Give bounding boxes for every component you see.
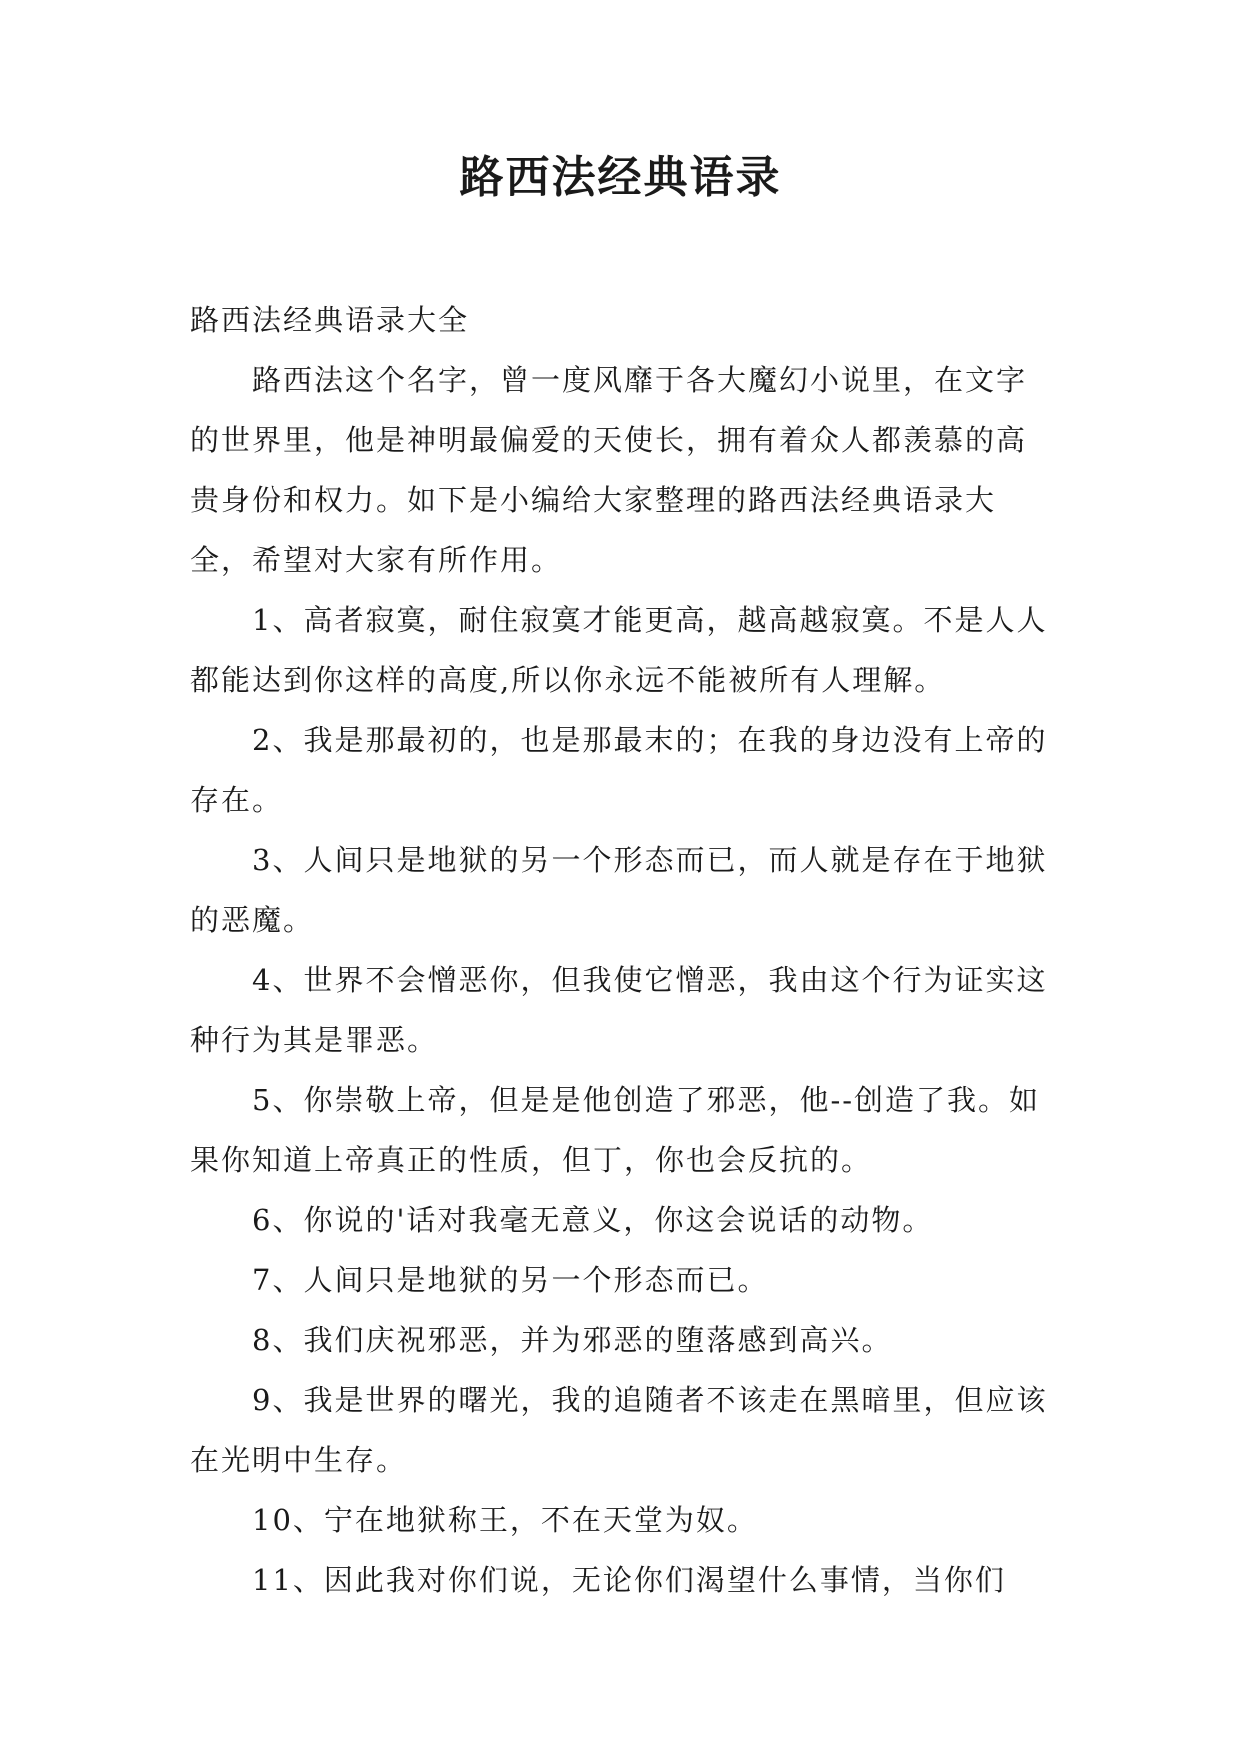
quote-paragraph: 10、宁在地狱称王，不在天堂为奴。 [252, 1503, 758, 1537]
quote-paragraph: 2、我是那最初的，也是那最末的；在我的身边没有上帝的存在。 [190, 723, 1048, 817]
quote-paragraph: 8、我们庆祝邪恶，并为邪恶的堕落感到高兴。 [252, 1323, 893, 1357]
quote-paragraph: 6、你说的'话对我毫无意义，你这会说话的动物。 [252, 1203, 934, 1237]
intro-paragraph: 路西法这个名字，曾一度风靡于各大魔幻小说里，在文字的世界里，他是神明最偏爱的天使长，拥有着众人都羡慕的高贵身份和权力。如下是小编给大家整理的路西法经典语录大全，希望对大家有所作用。 [190, 363, 1028, 577]
document-body [190, 290, 1050, 1610]
document-subtitle: 路西法经典语录大全 [190, 303, 470, 337]
quote-paragraph: 4、世界不会憎恶你，但我使它憎恶，我由这个行为证实这种行为其是罪恶。 [190, 963, 1048, 1057]
quote-paragraph: 11、因此我对你们说，无论你们渴望什么事情，当你们 [252, 1563, 1006, 1597]
document-title: 路西法经典语录 [459, 152, 782, 203]
quote-paragraph: 1、高者寂寞，耐住寂寞才能更高，越高越寂寞。不是人人都能达到你这样的高度,所以你永远不能被所有人理解。 [190, 603, 1048, 697]
quote-paragraph: 3、人间只是地狱的另一个形态而已，而人就是存在于地狱的恶魔。 [190, 843, 1048, 937]
quote-paragraph: 7、人间只是地狱的另一个形态而已。 [252, 1263, 769, 1297]
quote-paragraph: 5、你崇敬上帝，但是是他创造了邪恶，他--创造了我。如果你知道上帝真正的性质，但丁，你也会反抗的。 [190, 1083, 1041, 1177]
quote-paragraph: 9、我是世界的曙光，我的追随者不该走在黑暗里，但应该在光明中生存。 [190, 1383, 1048, 1477]
